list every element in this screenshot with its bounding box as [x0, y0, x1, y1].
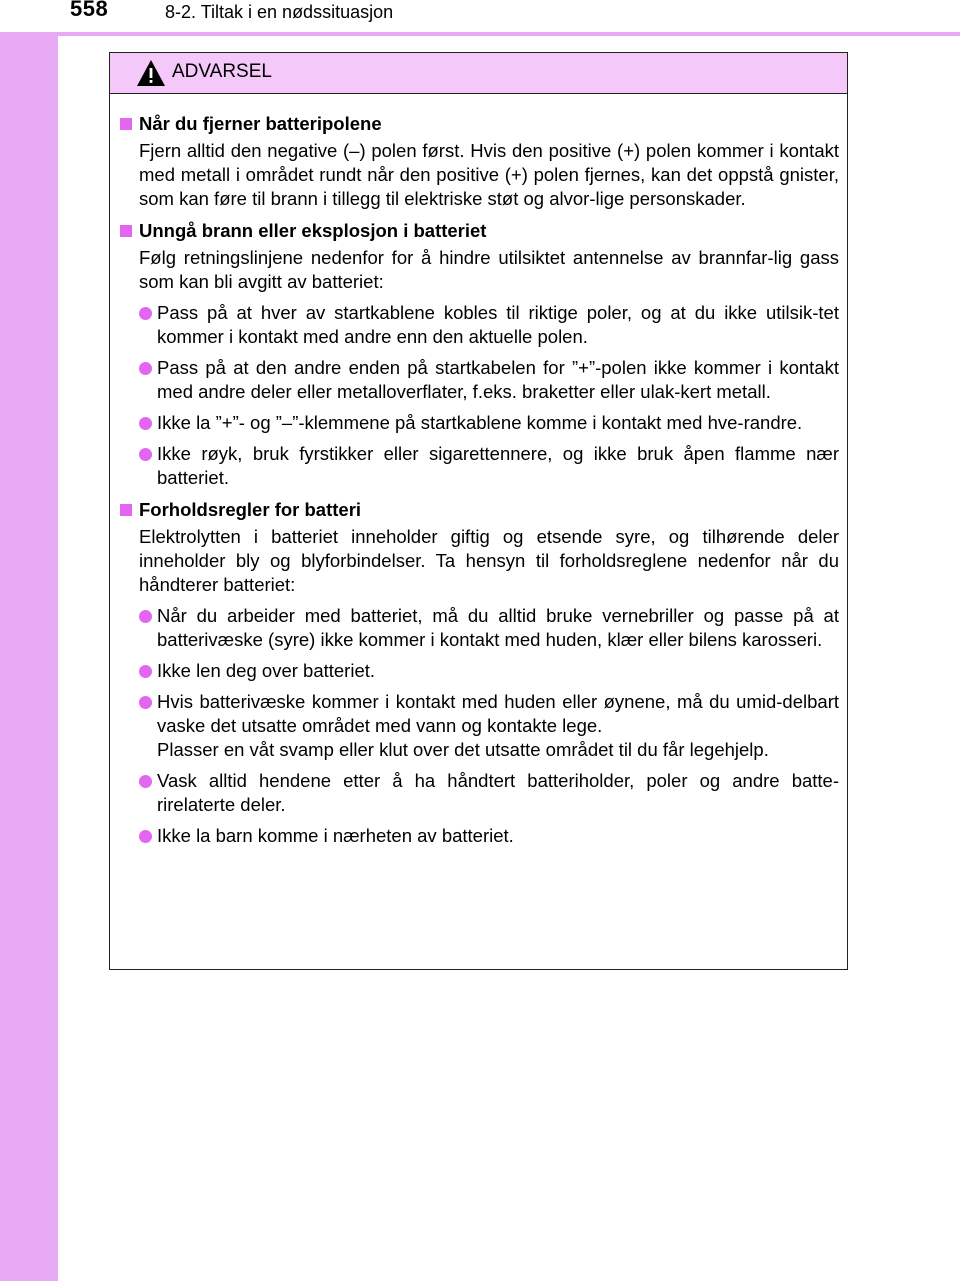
- bullet-dot-icon: [139, 362, 152, 375]
- list-item-extra-line: Plasser en våt svamp eller klut over det utsatte området til du får legehjelp.: [157, 739, 769, 760]
- section-paragraph: Fjern alltid den negative (–) polen først. Hvis den positive (+) polen kommer i kontakt med metall i området rundt når den positive (+) polen fjernes, kan det oppstå gnister, som kan føre til brann i tillegg til elektriske støt og alvor-lige personskader.: [139, 140, 839, 209]
- page-number: 558: [70, 0, 109, 21]
- bullet-dot-icon: [139, 307, 152, 320]
- section-heading-text: Når du fjerner batteripolene: [139, 113, 382, 134]
- list-item-text: Ikke la barn komme i nærheten av batteriet.: [157, 825, 514, 846]
- square-icon: [120, 118, 132, 130]
- section-title: 8-2. Tiltak i en nødssituasjon: [165, 2, 394, 22]
- bullet-dot-icon: [139, 665, 152, 678]
- list-item: [120, 604, 839, 652]
- warning-header: [110, 53, 847, 94]
- warning-label: ADVARSEL: [172, 61, 272, 82]
- list-item-text: Pass på at den andre enden på startkabelen for ”+”-polen ikke kommer i kontakt med andre deler eller metalloverflater, f.eks. braketter eller ulak-kert metall.: [157, 357, 839, 402]
- bullet-dot-icon: [139, 417, 152, 430]
- section-paragraph: Følg retningslinjene nedenfor for å hindre utilsiktet antennelse av brannfar-lig gass som kan bli avgitt av batteriet:: [139, 247, 839, 292]
- list-item-text: [157, 690, 839, 762]
- section-heading: [120, 112, 839, 136]
- warning-box: [109, 52, 848, 970]
- square-icon: [120, 225, 132, 237]
- list-item: [120, 442, 839, 490]
- list-item: [120, 769, 839, 817]
- list-item-text: Når du arbeider med batteriet, må du alltid bruke vernebriller og passe på at batterivæske (syre) ikke kommer i kontakt med huden, klær eller bilens karosseri.: [157, 605, 839, 650]
- list-item: [120, 301, 839, 349]
- section-heading: [120, 219, 839, 243]
- bullet-dot-icon: [139, 696, 152, 709]
- section-heading-text: Forholdsregler for batteri: [139, 499, 362, 520]
- list-item-text: Pass på at hver av startkablene kobles til riktige poler, og at du ikke utilsik-tet kommer i kontakt med andre enn den aktuelle polen.: [157, 302, 839, 347]
- header-rule: [0, 32, 960, 36]
- section-heading-text: Unngå brann eller eksplosjon i batteriet: [139, 220, 487, 241]
- warning-content: [110, 94, 847, 848]
- bullet-dot-icon: [139, 830, 152, 843]
- section-paragraph: Elektrolytten i batteriet inneholder giftig og etsende syre, og tilhørende deler inneholder bly og blyforbindelser. Ta hensyn til forholdsreglene nedenfor når du håndterer batteriet:: [139, 526, 839, 595]
- list-item: [120, 356, 839, 404]
- chapter-side-tab: [0, 0, 58, 1281]
- list-item: [120, 690, 839, 762]
- list-item-text: Ikke la ”+”- og ”–”-klemmene på startkablene komme i kontakt med hve-randre.: [157, 412, 803, 433]
- list-item: [120, 659, 839, 683]
- list-item-text: Vask alltid hendene etter å ha håndtert batteriholder, poler og andre batte-rirelaterte deler.: [157, 770, 839, 815]
- list-item: [120, 411, 839, 435]
- bullet-dot-icon: [139, 610, 152, 623]
- list-item-text: Ikke len deg over batteriet.: [157, 660, 376, 681]
- list-item: [120, 824, 839, 848]
- square-icon: [120, 504, 132, 516]
- header-band: [0, 0, 960, 34]
- bullet-dot-icon: [139, 775, 152, 788]
- list-item-line: Hvis batterivæske kommer i kontakt med huden eller øynene, må du umid-delbart vaske det utsatte området med vann og kontakte lege.: [157, 691, 839, 736]
- list-item-text: Ikke røyk, bruk fyrstikker eller sigarettennere, og ikke bruk åpen flamme nær batteriet.: [157, 443, 839, 488]
- bullet-dot-icon: [139, 448, 152, 461]
- warning-triangle-icon: [136, 59, 166, 87]
- section-heading: [120, 498, 839, 522]
